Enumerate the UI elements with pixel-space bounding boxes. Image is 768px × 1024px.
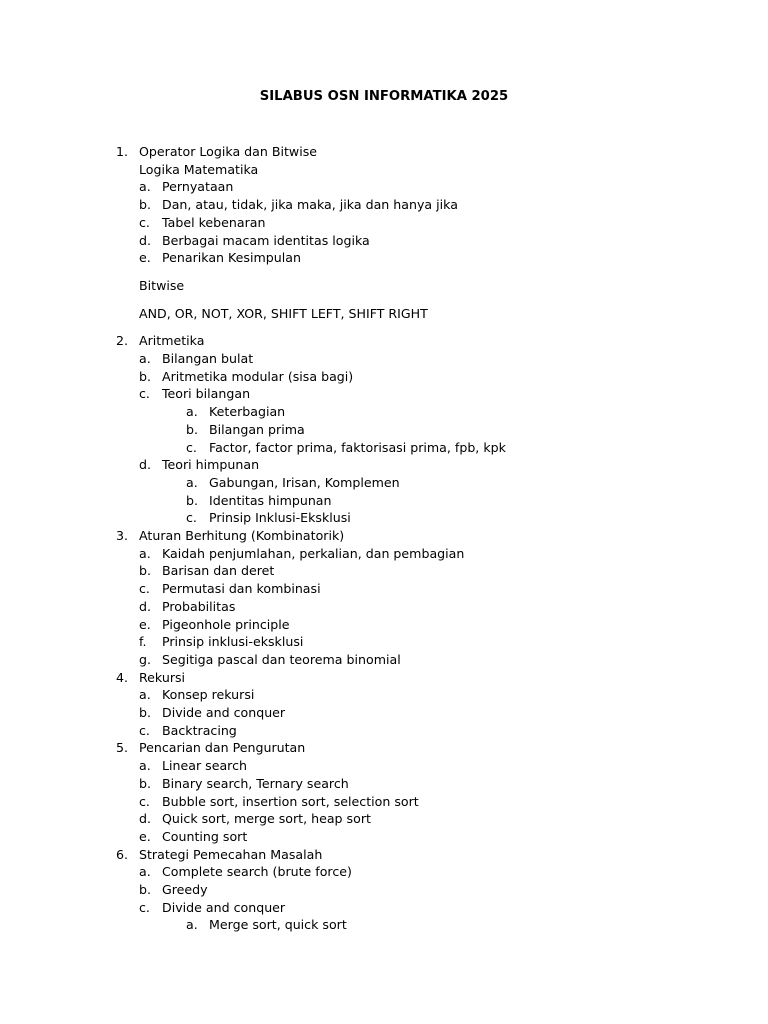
list-item-text: Probabilitas xyxy=(162,598,236,614)
list-item xyxy=(0,350,768,368)
list-item-text: Barisan dan deret xyxy=(162,563,275,579)
sub-list-item xyxy=(0,421,768,439)
list-item xyxy=(0,178,768,196)
list-marker: 5. xyxy=(116,740,129,756)
section-heading xyxy=(0,332,768,350)
list-item-text: Quick sort, merge sort, heap sort xyxy=(162,811,371,827)
list-item xyxy=(0,810,768,828)
list-item xyxy=(0,214,768,232)
list-item xyxy=(0,722,768,740)
list-marker: d. xyxy=(139,232,151,248)
list-marker: 6. xyxy=(116,846,129,862)
list-marker: 1. xyxy=(116,144,129,159)
list-item xyxy=(0,456,768,474)
list-item-text: Permutasi dan kombinasi xyxy=(162,581,321,597)
list-marker: b. xyxy=(186,421,198,437)
list-item-text: Divide and conquer xyxy=(162,705,286,720)
list-item-text: Bilangan bulat xyxy=(162,351,254,366)
list-item-text: Tabel kebenaran xyxy=(162,214,266,230)
list-item xyxy=(0,368,768,386)
list-marker: a. xyxy=(186,474,198,490)
list-item-text: Aturan Berhitung (Kombinatorik) xyxy=(139,528,345,543)
section-heading xyxy=(0,143,768,161)
list-item-text: Gabungan, Irisan, Komplemen xyxy=(209,474,400,490)
list-item-text: Segitiga pascal dan teorema binomial xyxy=(162,651,401,667)
list-item-text: Bubble sort, insertion sort, selection sort xyxy=(162,793,419,809)
list-item xyxy=(0,863,768,881)
sub-heading xyxy=(0,277,768,295)
sub-list-item xyxy=(0,474,768,492)
list-marker: d. xyxy=(139,457,151,473)
list-item-text: Identitas himpunan xyxy=(209,492,332,508)
list-marker: b. xyxy=(139,705,151,720)
list-item-text: Kaidah penjumlahan, perkalian, dan pembagian xyxy=(162,545,465,561)
list-item xyxy=(0,828,768,846)
sub-list-item xyxy=(0,492,768,510)
list-marker: a. xyxy=(139,351,151,366)
list-marker: f. xyxy=(139,634,147,650)
list-item-text: Penarikan Kesimpulan xyxy=(162,250,301,266)
list-item-text: Dan, atau, tidak, jika maka, jika dan hanya jika xyxy=(162,197,458,213)
list-item xyxy=(0,232,768,250)
list-marker: b. xyxy=(139,882,151,897)
list-item-text: Teori himpunan xyxy=(162,457,260,473)
list-item xyxy=(0,899,768,917)
section-heading xyxy=(0,527,768,545)
list-marker: a. xyxy=(186,404,198,420)
list-item-text: Prinsip inklusi-eksklusi xyxy=(162,634,304,650)
list-item xyxy=(0,881,768,899)
list-item-text: Logika Matematika xyxy=(139,161,259,177)
list-marker: b. xyxy=(139,197,151,213)
list-marker: e. xyxy=(139,616,151,632)
list-item xyxy=(0,775,768,793)
list-item xyxy=(0,686,768,704)
sub-heading xyxy=(0,161,768,179)
list-marker: a. xyxy=(139,864,151,880)
list-marker: c. xyxy=(139,722,150,738)
list-item-text: Merge sort, quick sort xyxy=(209,917,347,933)
list-marker: a. xyxy=(139,545,151,561)
list-item xyxy=(0,616,768,634)
list-item-text: Complete search (brute force) xyxy=(162,864,352,880)
list-item xyxy=(0,580,768,598)
list-marker: d. xyxy=(139,598,151,614)
list-item-text: Operator Logika dan Bitwise xyxy=(139,144,318,159)
list-item-text: Pencarian dan Pengurutan xyxy=(139,740,306,756)
list-marker: c. xyxy=(139,793,150,809)
list-marker: 2. xyxy=(116,333,129,349)
list-item-text: Bitwise xyxy=(139,277,185,293)
list-item xyxy=(0,598,768,616)
list-marker: b. xyxy=(139,368,151,384)
list-marker: c. xyxy=(186,439,197,455)
list-item xyxy=(0,545,768,563)
list-marker: c. xyxy=(139,214,150,230)
list-item xyxy=(0,196,768,214)
list-item-text: Strategi Pemecahan Masalah xyxy=(139,846,323,862)
list-marker: b. xyxy=(139,563,151,579)
list-marker: e. xyxy=(139,828,151,844)
list-item-text: Teori bilangan xyxy=(162,386,251,402)
list-item-text: Greedy xyxy=(162,882,208,897)
section-heading xyxy=(0,669,768,687)
list-marker: e. xyxy=(139,250,151,266)
list-item xyxy=(0,651,768,669)
list-item-text: Binary search, Ternary search xyxy=(162,775,349,791)
list-item-text: Counting sort xyxy=(162,828,248,844)
section-heading xyxy=(0,846,768,864)
list-marker: a. xyxy=(186,917,198,933)
list-item-text: Aritmetika xyxy=(139,333,205,349)
list-marker: a. xyxy=(139,179,151,195)
list-marker: d. xyxy=(139,811,151,827)
list-item-text: Pernyataan xyxy=(162,179,234,195)
list-item xyxy=(0,249,768,267)
list-marker: 3. xyxy=(116,528,129,543)
list-item xyxy=(0,757,768,775)
list-item-text: Divide and conquer xyxy=(162,899,286,915)
page-title: SILABUS OSN INFORMATIKA 2025 xyxy=(259,89,509,104)
list-marker: c. xyxy=(186,510,197,526)
list-marker: b. xyxy=(186,492,198,508)
list-marker: 4. xyxy=(116,669,129,685)
list-item xyxy=(0,793,768,811)
list-item-text: Keterbagian xyxy=(209,404,286,420)
list-item-text: AND, OR, NOT, XOR, SHIFT LEFT, SHIFT RIGHT xyxy=(139,305,428,321)
list-item-text: Bilangan prima xyxy=(209,421,305,437)
sub-list-item xyxy=(0,509,768,527)
list-marker: c. xyxy=(139,899,150,915)
list-item xyxy=(0,633,768,651)
list-item-text: Aritmetika modular (sisa bagi) xyxy=(162,368,354,384)
list-item-text: Linear search xyxy=(162,758,247,774)
list-item-text: Prinsip Inklusi-Eksklusi xyxy=(209,510,351,526)
list-item xyxy=(0,704,768,722)
list-item-text: Konsep rekursi xyxy=(162,687,255,703)
list-marker: b. xyxy=(139,775,151,791)
list-item xyxy=(0,385,768,403)
list-marker: a. xyxy=(139,687,151,703)
list-item-text: Rekursi xyxy=(139,669,186,685)
list-item-text: Pigeonhole principle xyxy=(162,616,290,632)
list-item-text: Backtracing xyxy=(162,722,237,738)
list-marker: c. xyxy=(139,581,150,597)
list-item-text: Berbagai macam identitas logika xyxy=(162,232,370,248)
sub-list-item xyxy=(0,403,768,421)
list-marker: g. xyxy=(139,651,151,667)
list-marker: a. xyxy=(139,758,151,774)
list-item-text: Factor, factor prima, faktorisasi prima, fpb, kpk xyxy=(209,439,506,455)
paragraph xyxy=(0,305,768,323)
sub-list-item xyxy=(0,916,768,934)
list-item xyxy=(0,562,768,580)
sub-list-item xyxy=(0,439,768,457)
section-heading xyxy=(0,739,768,757)
list-marker: c. xyxy=(139,386,150,402)
